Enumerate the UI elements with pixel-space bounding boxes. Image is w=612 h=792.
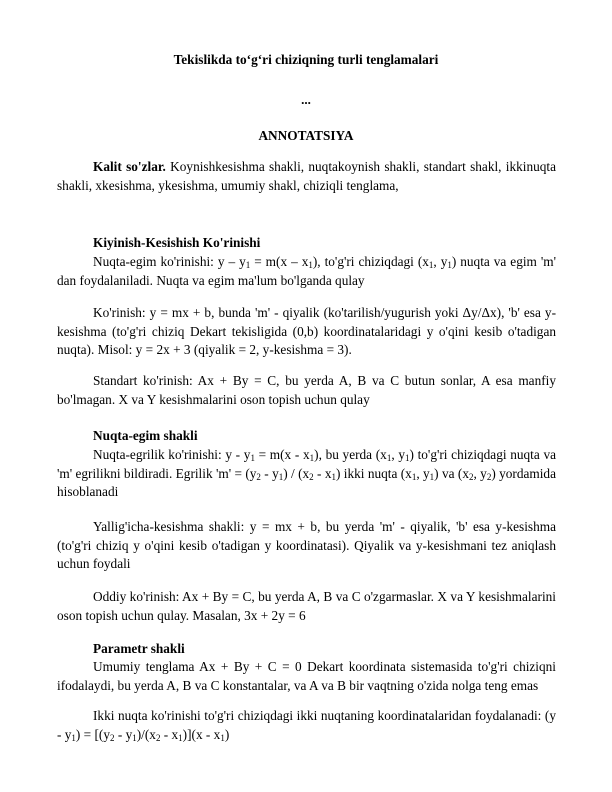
subscript: 1 [250, 453, 255, 463]
text: ) nuqta va egim 'm' dan foydalaniladi. Nuqta va egim ma'lum bo'lganda qulay [57, 254, 557, 288]
paragraph-point-slope [57, 253, 556, 290]
subscript: 1 [386, 453, 392, 463]
text: , y [433, 254, 448, 269]
text: ) ikki nuqta (x [335, 465, 412, 481]
text: = m(x - x [254, 447, 310, 462]
subscript: 2 [468, 471, 474, 482]
subscript: 2 [309, 471, 314, 482]
subscript: 1 [429, 471, 435, 482]
text: ), to'g'ri chiziqdagi (x [312, 254, 429, 269]
keywords-label: Kalit so'zlar. [93, 159, 166, 174]
subscript: 1 [404, 453, 410, 463]
text: , y [391, 447, 405, 462]
text: ) = [(y [75, 726, 110, 742]
text: - y [114, 726, 133, 742]
subscript: 1 [245, 260, 251, 270]
subscript: 1 [71, 732, 76, 743]
text: , y [473, 465, 487, 481]
text: ) / (x [283, 465, 310, 481]
paragraph-point-slope-2 [57, 446, 556, 502]
text: , y [416, 465, 430, 481]
paragraph-oddiy: Oddiy ko'rinish: Ax + By = C, bu yerda A, B va C o'zgarmaslar. X va Y kesishmalarini oson topish uchun qulay. Masalan, 3x + 2y = 6 [57, 589, 556, 623]
subscript: 2 [155, 732, 161, 743]
text: Ikki nuqta ko'rinishi to'g'ri chiziqdagi ikki nuqtaning koordinatalaridan foydalanadi: (y - y [57, 708, 556, 742]
text: - y [260, 465, 279, 481]
text: ) yordamida hisoblanadi [57, 465, 556, 499]
subscript: 1 [411, 471, 417, 482]
section-heading-kiyinish: Kiyinish-Kesishish Ko'rinishi [93, 235, 261, 250]
text: )/(x [136, 726, 156, 742]
text: = m(x – x [250, 254, 309, 269]
subscript: 1 [428, 260, 434, 270]
section-heading-nuqta-egim: Nuqta-egim shakli [93, 428, 198, 443]
subscript: 2 [486, 471, 492, 482]
subscript: 1 [178, 732, 183, 743]
ellipsis-line: ... [301, 92, 311, 107]
paragraph-two-point [57, 707, 556, 744]
text: ), bu yerda (x [314, 447, 387, 462]
text: ) va (x [434, 465, 469, 481]
subscript: 2 [110, 732, 115, 743]
text: - x [160, 726, 179, 742]
keywords-paragraph [57, 158, 556, 195]
subscript: 1 [220, 732, 225, 743]
paragraph-yallig-icha: Yallig'icha-kesishma shakli: y = mx + b, bu yerda 'm' - qiyalik, 'b' esa y-kesishma (to'g'ri chiziq y o'qini kesib o'tadigan y koordinatasi). Qiyalik va y-kesishmani tez aniqlash uchun foydali [57, 519, 556, 571]
text: - x [313, 465, 332, 481]
subscript: 1 [447, 260, 452, 270]
text: Nuqta-egrilik ko'rinishi: y - y [93, 447, 251, 462]
keywords-text: Koynishkesishma shakli, nuqtakoynish shakli, standart shakl, ikkinuqta shakli, xkesishma, ykesishma, umumiy shakl, chiziqli tenglama, [57, 159, 556, 193]
subscript: 1 [278, 471, 284, 482]
section-heading-parametr: Parametr shakli [93, 641, 185, 656]
subscript: 2 [256, 471, 261, 482]
annotation-heading: ANNOTATSIYA [258, 128, 354, 143]
subscript: 1 [331, 471, 336, 482]
subscript: 1 [308, 260, 313, 270]
paragraph-standard-form: Standart ko'rinish: Ax + By = C, bu yerda A, B va C butun sonlar, A esa manfiy bo'lmagan. X va Y kesishmalarini oson topish uchun qulay [57, 373, 556, 407]
text: Nuqta-egim ko'rinishi: y – y [93, 254, 246, 269]
subscript: 1 [309, 453, 315, 463]
paragraph-general-equation: Umumiy tenglama Ax + By + C = 0 Dekart koordinata sistemasida to'g'ri chiziqni ifodalaydi, bu yerda A, B va C konstantalar, va A va B bir vaqtning o'zida nolga teng emas [57, 659, 556, 693]
text: ) to'g'ri chiziqdagi nuqta va 'm' egrilikni bildiradi. Egrilik 'm' = (y [57, 447, 556, 481]
subscript: 1 [132, 732, 137, 743]
document-title: Tekislikda to‘g‘ri chiziqning turli tenglamalari [173, 52, 439, 67]
paragraph-slope-intercept: Ko'rinish: y = mx + b, bunda 'm' - qiyalik (ko'tarilish/yugurish yoki Δy/Δx), 'b' esa y-kesishma (to'g'ri chiziq Dekart tekisligida (0,b) koordinatalaridagi y o'qini kesib o'tadigan nuqta). Misol: y = 2x + 3 (qiyalik = 2, y-kesishma = 3). [57, 305, 556, 357]
text: )](x - x [182, 726, 221, 742]
text: ) [224, 726, 230, 742]
